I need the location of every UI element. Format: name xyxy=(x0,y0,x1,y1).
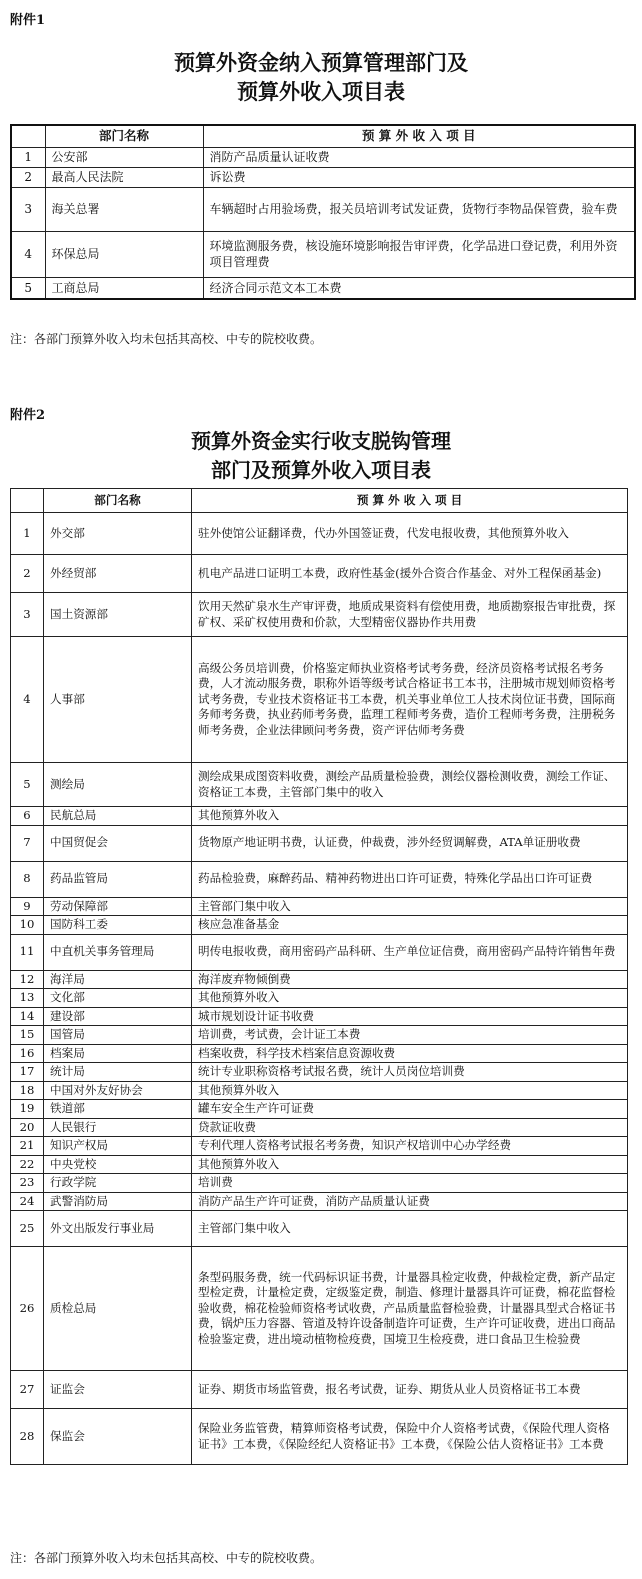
row-income-items: 统计专业职称资格考试报名费，统计人员岗位培训费 xyxy=(192,1063,628,1082)
attachment-2-title-line1: 预算外资金实行收支脱钩管理 xyxy=(191,429,451,453)
table-row xyxy=(11,637,628,763)
row-number: 6 xyxy=(11,807,44,826)
row-dept-name: 行政学院 xyxy=(44,1174,192,1193)
row-dept-name: 测绘局 xyxy=(44,763,192,807)
row-income-items: 证券、期货市场监管费，报名考试费，证券、期货从业人员资格证书工本费 xyxy=(192,1371,628,1409)
attachment-2-label: 附件2 xyxy=(10,408,46,423)
row-number: 3 xyxy=(11,187,45,231)
row-number: 8 xyxy=(11,861,44,897)
row-income-items: 药品检验费，麻醉药品、精神药物进出口许可证费，特殊化学品出口许可证费 xyxy=(192,861,628,897)
row-number: 23 xyxy=(11,1174,44,1193)
attachment-2-table xyxy=(10,488,628,1465)
table-row xyxy=(11,763,628,807)
table-row xyxy=(11,1137,628,1156)
table-header-row xyxy=(11,125,635,147)
row-number: 13 xyxy=(11,989,44,1008)
row-dept-name: 质检总局 xyxy=(44,1247,192,1371)
table-row xyxy=(11,1371,628,1409)
row-number: 7 xyxy=(11,825,44,861)
row-dept-name: 环保总局 xyxy=(45,231,203,277)
row-income-items: 高级公务员培训费，价格鉴定师执业资格考试考务费，经济员资格考试报名考务费，人才流动服务费，职称外语等级考试合格证书工本书，注册城市规划师资格考试考务费，专业技术资格证书工本费，机关事业单位工人技术岗位证书费，国际商务师考务费，执业药师考务费，监理工程师考务费，造价工程师考务费，注册税务师考务费，企业法律顾问考务费，资产评估师考务费 xyxy=(192,637,628,763)
row-dept-name: 中国贸促会 xyxy=(44,825,192,861)
table-row xyxy=(11,825,628,861)
row-dept-name: 外文出版发行事业局 xyxy=(44,1211,192,1247)
row-income-items: 车辆超时占用验场费，报关员培训考试发证费，货物行李物品保管费，验车费 xyxy=(203,187,635,231)
row-income-items: 罐车安全生产许可证费 xyxy=(192,1100,628,1119)
row-income-items: 条型码服务费，统一代码标识证书费，计量器具检定收费，仲裁检定费，新产品定型检定费，计量检定费，定级鉴定费，制造、修理计量器具许可证费，棉花监督检验收费，棉花检验师资格考试收费，产品质量监督检验费，计量器具型式合格证书费，锅炉压力容器、管道及特许设备制造许可证费，生产许可证收费，进出口商品检验鉴定费，进出境动植物检疫费，国境卫生检疫费，进口食品卫生检验费 xyxy=(192,1247,628,1371)
row-income-items: 经济合同示范文本工本费 xyxy=(203,277,635,299)
table-row xyxy=(11,277,635,299)
row-number: 5 xyxy=(11,277,45,299)
attachment-1-table xyxy=(10,124,636,300)
row-dept-name: 铁道部 xyxy=(44,1100,192,1119)
table-row xyxy=(11,1155,628,1174)
table-row xyxy=(11,593,628,637)
row-dept-name: 统计局 xyxy=(44,1063,192,1082)
row-dept-name: 海洋局 xyxy=(44,970,192,989)
table-row xyxy=(11,1100,628,1119)
table-row xyxy=(11,934,628,970)
table-row xyxy=(11,513,628,555)
row-number: 4 xyxy=(11,231,45,277)
row-number: 10 xyxy=(11,916,44,935)
row-income-items: 明传电报收费，商用密码产品科研、生产单位证信费，商用密码产品特许销售年费 xyxy=(192,934,628,970)
row-income-items: 环境监测服务费，核设施环境影响报告审评费，化学品进口登记费，利用外资项目管理费 xyxy=(203,231,635,277)
row-number: 12 xyxy=(11,970,44,989)
table-row xyxy=(11,1409,628,1465)
row-dept-name: 知识产权局 xyxy=(44,1137,192,1156)
row-income-items: 测绘成果成图资料收费，测绘产品质量检验费，测绘仪器检测收费，测绘工作证、资格证工本费，主管部门集中的收入 xyxy=(192,763,628,807)
table-row xyxy=(11,989,628,1008)
row-number: 27 xyxy=(11,1371,44,1409)
row-number: 3 xyxy=(11,593,44,637)
row-number: 11 xyxy=(11,934,44,970)
row-dept-name: 外经贸部 xyxy=(44,555,192,593)
table-row xyxy=(11,147,635,167)
table-row xyxy=(11,916,628,935)
row-number: 15 xyxy=(11,1026,44,1045)
row-dept-name: 国土资源部 xyxy=(44,593,192,637)
row-number: 9 xyxy=(11,897,44,916)
row-income-items: 培训费 xyxy=(192,1174,628,1193)
attachment-1-title xyxy=(0,48,642,106)
row-dept-name: 公安部 xyxy=(45,147,203,167)
table-row xyxy=(11,1118,628,1137)
row-dept-name: 档案局 xyxy=(44,1044,192,1063)
row-income-items: 海洋废弃物倾倒费 xyxy=(192,970,628,989)
row-income-items: 饮用天然矿泉水生产审评费，地质成果资料有偿使用费，地质勘察报告审批费，探矿权、采矿权使用费和价款，大型精密仪器协作共用费 xyxy=(192,593,628,637)
row-income-items: 消防产品质量认证收费 xyxy=(203,147,635,167)
table-row xyxy=(11,1063,628,1082)
table-row xyxy=(11,1081,628,1100)
row-income-items: 诉讼费 xyxy=(203,167,635,187)
row-dept-name: 证监会 xyxy=(44,1371,192,1409)
table-header-row xyxy=(11,489,628,513)
row-income-items: 货物原产地证明书费，认证费，仲裁费，涉外经贸调解费，ATA单证册收费 xyxy=(192,825,628,861)
table-row xyxy=(11,555,628,593)
table-row xyxy=(11,897,628,916)
row-dept-name: 武警消防局 xyxy=(44,1192,192,1211)
row-income-items: 驻外使馆公证翻译费，代办外国签证费，代发电报收费，其他预算外收入 xyxy=(192,513,628,555)
row-income-items: 保险业务监管费，精算师资格考试费，保险中介人资格考试费，《保险代理人资格证书》工本费，《保险经纪人资格证书》工本费，《保险公估人资格证书》工本费 xyxy=(192,1409,628,1465)
row-number: 1 xyxy=(11,147,45,167)
row-income-items: 主管部门集中收入 xyxy=(192,897,628,916)
row-income-items: 核应急准备基金 xyxy=(192,916,628,935)
row-dept-name: 最高人民法院 xyxy=(45,167,203,187)
header-items: 预 算 外 收 入 项 目 xyxy=(203,125,635,147)
table-row xyxy=(11,1174,628,1193)
row-number: 17 xyxy=(11,1063,44,1082)
row-number: 18 xyxy=(11,1081,44,1100)
attachment-2-note: 注：各部门预算外收入均未包括其高校、中专的院校收费。 xyxy=(10,1551,323,1565)
row-income-items: 专利代理人资格考试报名考务费，知识产权培训中心办学经费 xyxy=(192,1137,628,1156)
row-dept-name: 中直机关事务管理局 xyxy=(44,934,192,970)
table-row xyxy=(11,231,635,277)
row-number: 5 xyxy=(11,763,44,807)
row-dept-name: 人事部 xyxy=(44,637,192,763)
attachment-1-table-body xyxy=(11,147,635,299)
table-row xyxy=(11,1026,628,1045)
row-income-items: 消防产品生产许可证费，消防产品质量认证费 xyxy=(192,1192,628,1211)
header-items: 预 算 外 收 入 项 目 xyxy=(192,489,628,513)
row-dept-name: 国管局 xyxy=(44,1026,192,1045)
row-dept-name: 中央党校 xyxy=(44,1155,192,1174)
row-income-items: 培训费，考试费，会计证工本费 xyxy=(192,1026,628,1045)
row-dept-name: 保监会 xyxy=(44,1409,192,1465)
row-income-items: 其他预算外收入 xyxy=(192,807,628,826)
row-number: 1 xyxy=(11,513,44,555)
row-number: 14 xyxy=(11,1007,44,1026)
table-row xyxy=(11,970,628,989)
table-row xyxy=(11,807,628,826)
row-dept-name: 中国对外友好协会 xyxy=(44,1081,192,1100)
row-number: 16 xyxy=(11,1044,44,1063)
row-number: 26 xyxy=(11,1247,44,1371)
row-number: 25 xyxy=(11,1211,44,1247)
table-row xyxy=(11,1192,628,1211)
row-income-items: 其他预算外收入 xyxy=(192,989,628,1008)
row-income-items: 其他预算外收入 xyxy=(192,1081,628,1100)
header-dept: 部门名称 xyxy=(45,125,203,147)
row-dept-name: 药品监管局 xyxy=(44,861,192,897)
row-income-items: 机电产品进口证明工本费，政府性基金(援外合资合作基金、对外工程保函基金) xyxy=(192,555,628,593)
row-dept-name: 民航总局 xyxy=(44,807,192,826)
row-number: 19 xyxy=(11,1100,44,1119)
row-dept-name: 劳动保障部 xyxy=(44,897,192,916)
row-number: 4 xyxy=(11,637,44,763)
row-dept-name: 人民银行 xyxy=(44,1118,192,1137)
table-row xyxy=(11,1044,628,1063)
attachment-2-title-line2: 部门及预算外收入项目表 xyxy=(211,458,431,482)
attachment-1-title-line1: 预算外资金纳入预算管理部门及 xyxy=(174,50,468,75)
table-row xyxy=(11,187,635,231)
row-dept-name: 国防科工委 xyxy=(44,916,192,935)
table-row xyxy=(11,1007,628,1026)
row-income-items: 其他预算外收入 xyxy=(192,1155,628,1174)
row-income-items: 贷款证收费 xyxy=(192,1118,628,1137)
attachment-2-table-body xyxy=(11,513,628,1465)
row-dept-name: 文化部 xyxy=(44,989,192,1008)
row-dept-name: 工商总局 xyxy=(45,277,203,299)
attachment-1-note: 注：各部门预算外收入均未包括其高校、中专的院校收费。 xyxy=(10,332,323,346)
table-row xyxy=(11,167,635,187)
attachment-1-label: 附件1 xyxy=(10,13,46,28)
attachment-1-title-line2: 预算外收入项目表 xyxy=(237,79,405,104)
header-number xyxy=(11,125,45,147)
row-number: 21 xyxy=(11,1137,44,1156)
row-income-items: 档案收费，科学技术档案信息资源收费 xyxy=(192,1044,628,1063)
table-row xyxy=(11,861,628,897)
row-number: 28 xyxy=(11,1409,44,1465)
header-dept: 部门名称 xyxy=(44,489,192,513)
row-number: 20 xyxy=(11,1118,44,1137)
row-number: 2 xyxy=(11,555,44,593)
attachment-2-title xyxy=(0,427,642,485)
table-row xyxy=(11,1211,628,1247)
row-number: 24 xyxy=(11,1192,44,1211)
header-number xyxy=(11,489,44,513)
row-dept-name: 建设部 xyxy=(44,1007,192,1026)
table-row xyxy=(11,1247,628,1371)
row-dept-name: 外交部 xyxy=(44,513,192,555)
row-number: 2 xyxy=(11,167,45,187)
row-dept-name: 海关总署 xyxy=(45,187,203,231)
row-income-items: 城市规划设计证书收费 xyxy=(192,1007,628,1026)
row-income-items: 主管部门集中收入 xyxy=(192,1211,628,1247)
row-number: 22 xyxy=(11,1155,44,1174)
